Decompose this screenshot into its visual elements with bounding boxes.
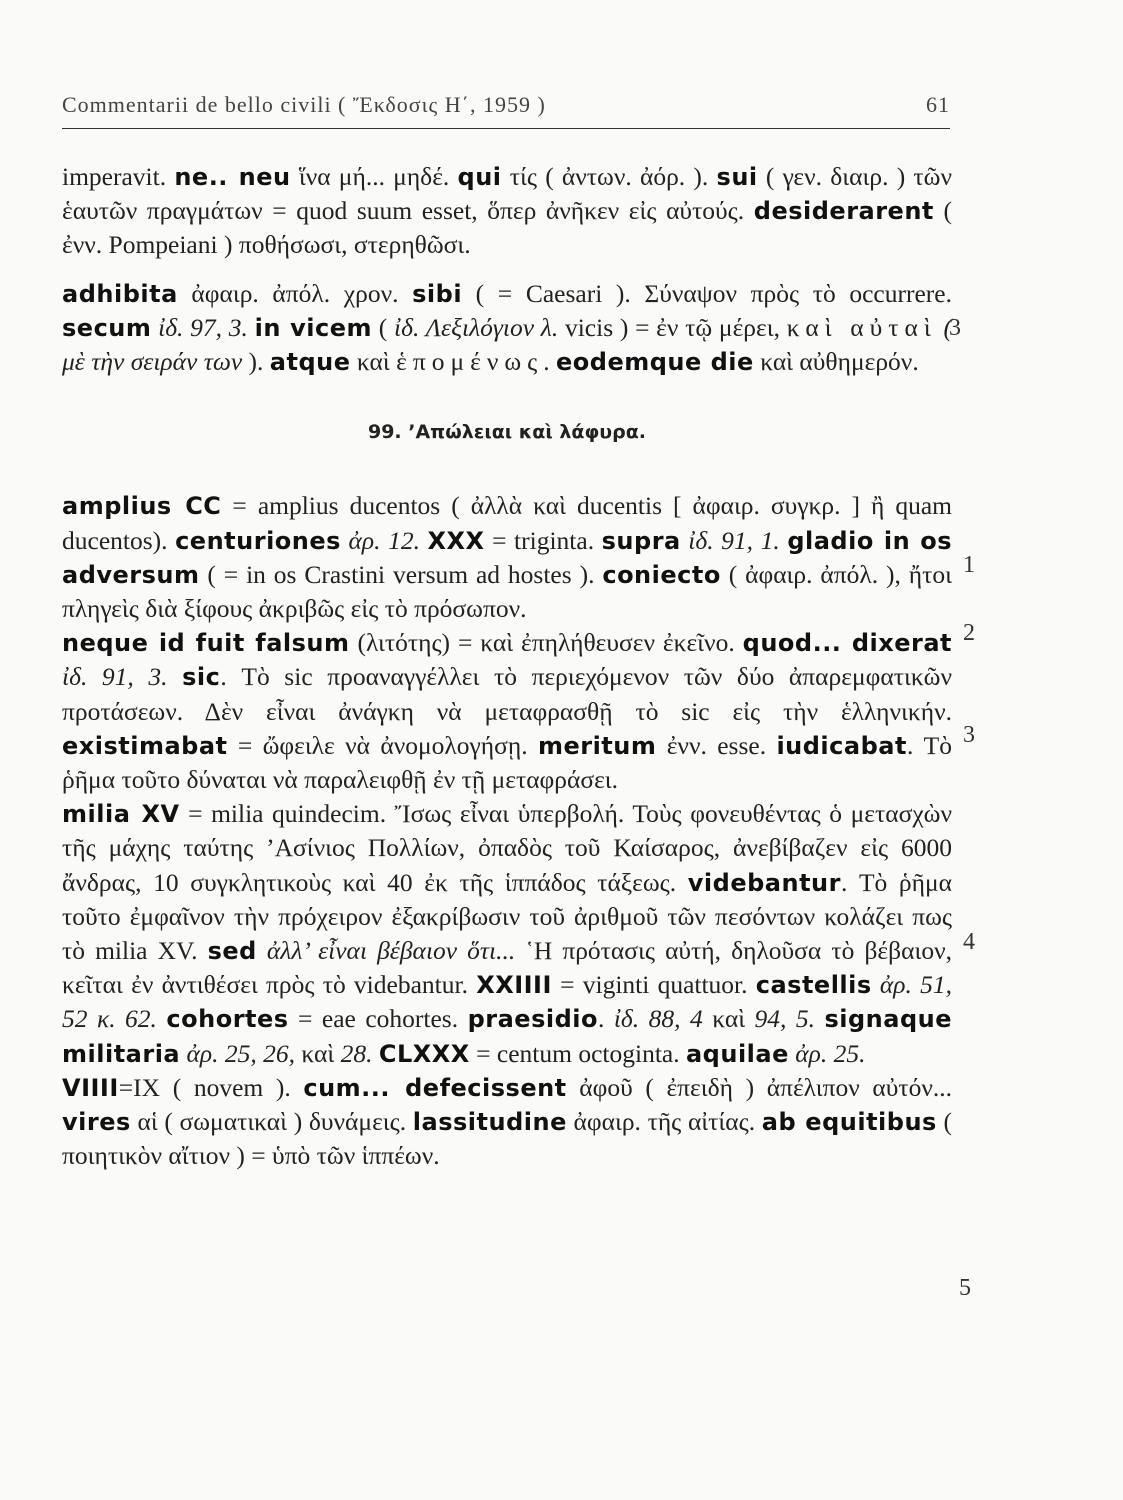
commentary-text: . <box>543 347 556 377</box>
lemma: centuriones <box>175 526 341 555</box>
reference: ἀρ. 51, 52 κ. 62. <box>62 970 952 1034</box>
margin-number: 4 <box>963 929 975 955</box>
commentary-text: ( <box>372 312 395 342</box>
note-paragraph-3 <box>62 626 952 797</box>
commentary-text: =IX ( novem ). <box>118 1072 304 1102</box>
margin-number: 5 <box>959 1275 971 1301</box>
commentary-text: . <box>597 1004 614 1034</box>
spaced-text: καὶ αὐταὶ <box>786 312 937 342</box>
commentary-text: = eae cohortes. <box>288 1004 468 1034</box>
commentary-text: (λιτότης) = καὶ ἐπηλήθευσεν ἐκεῖνο. <box>349 628 743 658</box>
lemma: meritum <box>537 731 657 760</box>
lemma: quod... dixerat <box>742 629 953 658</box>
commentary-text: ( ἐνν. Pompeiani ) ποθήσωσι, στερηθῶσι. <box>62 196 952 260</box>
lemma: VIIII <box>62 1073 119 1102</box>
lemma: aquilae <box>685 1039 789 1068</box>
lemma: sibi <box>412 279 463 308</box>
commentary-text: καὶ <box>712 1004 755 1034</box>
lemma: desiderarent <box>753 197 934 226</box>
reference: ἰδ. Λεξιλόγιον λ. <box>394 312 559 342</box>
commentary-text: = triginta. <box>484 525 602 555</box>
lemma: cohortes <box>166 1005 289 1034</box>
commentary-text: = amplius ducentos ( ἀλλὰ καὶ ducentis [ ἀφαιρ. συγκρ. ] ἢ quam ducentos). <box>62 491 952 555</box>
reference: ἰδ. 97, 3. <box>151 312 255 342</box>
commentary-text: = viginti quattuor. <box>551 970 756 1000</box>
margin-number: 3 <box>963 722 975 748</box>
commentary-text: ἵνα μή... μηδέ. <box>290 162 458 191</box>
lemma: atque <box>269 348 351 377</box>
commentary-text: ἀφαιρ. ἀπόλ. χρον. <box>177 278 413 308</box>
commentary-text: . Τὸ sic προαναγγέλλει τὸ περιεχόμενον τῶν δύο ἀπαρεμφατικῶν προτάσεων. Δὲν εἶναι ἀνάγκη νὰ μεταφρασθῇ τὸ sic εἰς τὴν ἑλληνικήν. <box>62 662 952 726</box>
commentary-text: ( γεν. διαιρ. ) τῶν ἑαυτῶν πραγμάτων = quod suum esset, ὅπερ ἀνῆκεν εἰς αὐτούς. <box>62 162 952 226</box>
page-body <box>62 160 952 1173</box>
reference: ἰδ. 91, 1. <box>680 525 788 555</box>
lemma: XXIIII <box>476 971 552 1000</box>
margin-number: 3 <box>949 315 961 341</box>
running-header <box>62 92 950 118</box>
lemma: castellis <box>755 971 872 1000</box>
commentary-text: = centum octoginta. <box>469 1038 686 1068</box>
reference: ἀρ. 25. <box>788 1038 866 1068</box>
commentary-text: ). <box>248 347 270 377</box>
commentary-text: τίς ( ἀντων. ἀόρ. ). <box>501 162 717 191</box>
lemma: qui <box>457 163 502 191</box>
lemma: sic <box>182 663 221 692</box>
lemma: existimabat <box>62 731 228 760</box>
reference: ἀρ. 12. <box>340 525 428 555</box>
reference: ἀρ. 25, 26, <box>180 1038 302 1068</box>
lemma: praesidio <box>467 1005 598 1034</box>
lemma: sui <box>716 163 758 191</box>
lemma: secum <box>62 313 152 342</box>
reference: ἰδ. 91, 3. <box>62 662 183 692</box>
commentary-text: ( ἀφαιρ. ἀπόλ. ), ἤτοι πληγεὶς διὰ ξίφους ἀκριβῶς εἰς τὸ πρόσωπον. <box>62 559 952 624</box>
note-paragraph-4 <box>62 797 952 1071</box>
lemma: lassitudine <box>412 1108 567 1137</box>
page-number: 61 <box>926 92 950 117</box>
paragraph-98-note-3 <box>62 277 952 380</box>
lemma: cum... defecissent <box>303 1073 567 1102</box>
commentary-text: = milia quindecim. Ἴσως εἶναι ὑπερβολή. Τοὺς φονευθέντας ὁ μετασχὼν τῆς μάχης ταύτης ’Ασίνιος Πολλίων, ὀπαδὸς τοῦ Καίσαρος, ἀνεβίβαζεν εἰς 6000 ἄνδρας, 10 συγκλητικοὺς καὶ 40 ἐκ τῆς ἱππάδος τάξεως. <box>62 799 952 897</box>
commentary-text: ἐνν. esse. <box>656 730 777 760</box>
lemma: adhibita <box>62 279 178 308</box>
lemma: supra <box>601 526 681 555</box>
commentary-text: = ὤφειλε νὰ ἀνομολογήσῃ. <box>227 730 538 760</box>
reference: ( μὲ τὴν σειράν των <box>62 312 952 377</box>
commentary-text: καὶ <box>350 347 397 377</box>
lemma: sed <box>207 937 257 966</box>
lemma: eodemque die <box>556 348 754 377</box>
section-heading: 99. ’Απώλειαι καὶ λάφυρα. <box>367 421 647 444</box>
reference: ἀλλ’ εἶναι βέβαιον ὅτι... <box>256 936 526 966</box>
lemma: coniecto <box>602 560 721 589</box>
running-title: Commentarii de bello civili ( Ἔκδοσις Η΄, 1959 ) <box>62 92 546 117</box>
commentary-text: καὶ αὐθημερόν. <box>753 347 919 377</box>
lemma: videbantur <box>687 868 841 897</box>
lemma: vires <box>62 1108 131 1137</box>
margin-number: 1 <box>963 552 975 578</box>
spaced-text: ἑπομένως <box>396 347 544 377</box>
commentary-text: ἀφαιρ. τῆς αἰτίας. <box>566 1107 762 1137</box>
lemma: neque id fuit falsum <box>62 629 350 658</box>
paragraph-98-end <box>62 160 952 263</box>
commentary-text: αἱ ( σωματικαὶ ) δυνάμεις. <box>130 1107 413 1137</box>
commentary-text: . Τὸ ῥῆμα τοῦτο δύναται νὰ παραλειφθῇ ἐν τῇ μεταφράσει. <box>62 730 952 795</box>
lemma: XXX <box>427 526 485 555</box>
commentary-text: ῾Η πρότασις αὐτή, δηλοῦσα τὸ βέβαιον, κεῖται ἐν ἀντιθέσει πρὸς τὸ videbantur. <box>62 936 952 1000</box>
lemma: milia XV <box>62 800 180 829</box>
reference: 28. <box>340 1038 379 1068</box>
reference: 94, 5. <box>754 1004 825 1034</box>
commentary-text: ( ποιητικὸν αἴτιον ) = ὑπὸ τῶν ἱππέων. <box>62 1107 953 1171</box>
note-paragraph-1 <box>62 489 952 626</box>
lemma: amplius CC <box>62 492 222 521</box>
commentary-text: ( = in os Crastini versum ad hostes ). <box>199 559 603 589</box>
note-paragraph-5 <box>62 1071 952 1174</box>
commentary-text: ἀφοῦ ( ἐπειδὴ ) ἀπέλιπον αὐτόν... <box>566 1072 952 1102</box>
commentary-text: imperavit. <box>62 162 175 191</box>
commentary-text: καὶ <box>301 1038 341 1068</box>
lemma: ab equitibus <box>761 1108 937 1137</box>
reference: ἰδ. 88, 4 <box>613 1004 713 1034</box>
commentary-text: vicis ) = ἐν τῷ μέρει, <box>558 312 787 342</box>
lemma: in vicem <box>254 313 373 342</box>
lemma: iudicabat <box>776 731 907 760</box>
commentary-text: . Τὸ ῥῆμα τοῦτο ἐμφαῖνον τὴν πρόχειρον ἐξακρίβωσιν τοῦ ἀριθμοῦ τῶν πεσόντων κολάζει πως τὸ milia XV. <box>62 867 953 966</box>
lemma: gladio in os adversum <box>62 526 952 589</box>
margin-number: 2 <box>963 620 975 646</box>
lemma: CLXXX <box>378 1039 470 1068</box>
commentary-text: ( = Caesari ). Σύναψον πρὸς τὸ occurrere. <box>462 278 952 308</box>
lemma: ne.. neu <box>174 163 291 191</box>
lemma: signaque militaria <box>62 1005 952 1068</box>
header-rule <box>62 128 950 129</box>
